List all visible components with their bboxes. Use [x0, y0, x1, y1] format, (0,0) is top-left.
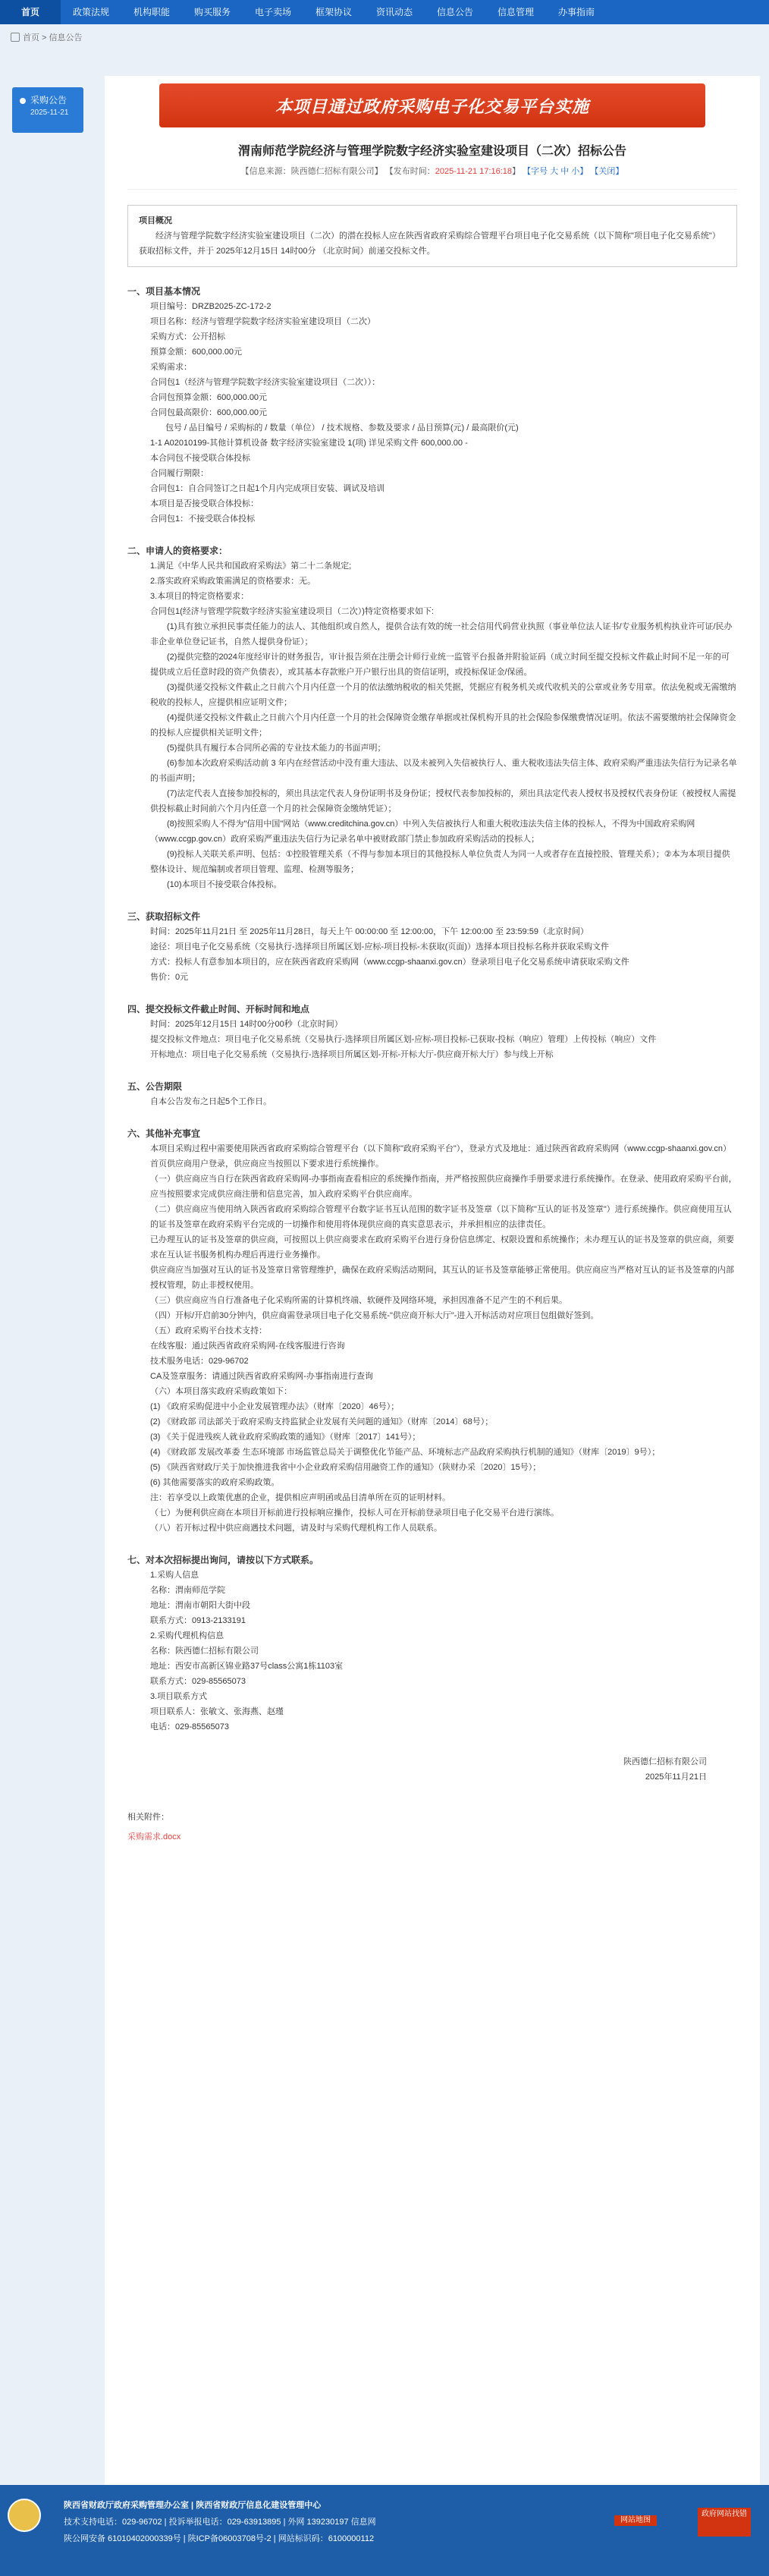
section-line: 途径：项目电子化交易系统（交易执行-选择项目所属区划-应标-项目投标-未获取(页面)）选择本项目投标名称并获取采购文件	[150, 942, 609, 951]
nav-item-9[interactable]: 办事指南	[557, 7, 595, 17]
section-line: (8)按照采购人不得为"信用中国"网站（www.creditchina.gov.cn）中列入失信被执行人和重大税收违法失信主体的投标人，不得为中国政府采购网（www.ccgp.gov.cn）政府采购严重违法失信行为记录名单中被财政部门禁止参加政府采购活动的投标人；	[150, 819, 695, 844]
section-line: （二）供应商应当使用纳入陕西省政府采购综合管理平台数字证书互认范围的数字证书及签章（以下简称"互认的证书及签章"）进行系统操作。供应商使用互认的证书及签章在政府采购平台完成的一切操作和使用将体现供应商的真实意思表示，并承担相应的法律责任。	[150, 1205, 732, 1229]
section-line: （八）若开标过程中供应商遇技术问题，请及时与采购代理机构工作人员联系。	[150, 1524, 442, 1533]
section-line: 3.项目联系方式	[150, 1692, 208, 1701]
sidebar-item-label: 采购公告	[30, 95, 67, 105]
sidebar-item-procurement-notice[interactable]	[12, 87, 83, 133]
nav-item-1[interactable]: 政策法规	[72, 7, 109, 17]
section-line: 合同包1：不接受联合体投标	[150, 514, 256, 524]
section-line: 项目联系人：张敏文、张海燕、赵瑾	[150, 1707, 284, 1716]
emblem-icon	[8, 2499, 41, 2532]
attach-label: 相关附件：	[127, 1813, 169, 1822]
sign-org: 陕西德仁招标有限公司	[623, 1757, 707, 1766]
section-line: 售价：0元	[150, 973, 189, 982]
section-line: 供应商应当加强对互认的证书及签章日常管理维护，确保在政府采购活动期间，其互认的证书及签章能够正常使用。供应商应当严格对互认的证书及签章的内部授权管理，防止非授权使用。	[150, 1266, 734, 1290]
gov-error-badge[interactable]: 政府网站找错	[698, 2508, 751, 2537]
section-line: 联系方式：0913-2133191	[150, 1616, 246, 1625]
overview-text: 经济与管理学院数字经济实验室建设项目（二次）的潜在投标人应在陕西省政府采购综合管理平台项目电子化交易系统（以下简称"项目电子化交易系统"）获取招标文件，并于 2025年12月15日 14时00分 （北京时间）前递交投标文件。	[139, 231, 720, 256]
publish-time: 2025-11-21 17:16:18	[435, 167, 513, 176]
section-line: (1)具有独立承担民事责任能力的法人、其他组织或自然人，提供合法有效的统一社会信用代码营业执照（事业单位法人证书/专业服务机构执业许可证/民办非企业单位登记证书，自然人提供身份证）；	[150, 622, 733, 646]
section-line: 合同履行期限：	[150, 469, 209, 478]
footer-line-2: 技术支持电话：029-96702 | 投诉举报电话：029-63913895 | 外网 139230197 信息网	[64, 2518, 376, 2527]
section-line: (5)提供具有履行本合同所必需的专业技术能力的书面声明；	[167, 744, 386, 753]
section-line: 本合同包不接受联合体投标	[150, 454, 250, 463]
section-line: 地址：西安市高新区锦业路37号class公寓1栋1103室	[150, 1662, 344, 1671]
section-line: (6)参加本次政府采购活动前 3 年内在经营活动中没有重大违法、以及未被列入失信被执行人、重大税收违法失信主体、政府采购严重违法失信行为记录名单的书面声明；	[150, 759, 737, 783]
section-line: （一）供应商应当自行在陕西省政府采购网-办事指南查看相应的系统操作指南，并严格按照供应商操作手册要求进行系统操作。在登录、使用政府采购平台前，应当按照要求完成供应商注册和信息完善，加入政府采购平台供应商库。	[150, 1175, 737, 1199]
main-content	[105, 76, 760, 2485]
section-line: 采购需求：	[150, 363, 192, 372]
nav-item-8[interactable]: 信息管理	[497, 7, 534, 17]
section-line: 提交投标文件地点：项目电子化交易系统（交易执行-选择项目所属区划-应标-项目投标-已获取-投标（响应）管理）上传投标（响应）文件	[150, 1035, 657, 1044]
time-label: 【发布时间：	[384, 167, 435, 176]
attachments	[127, 1810, 737, 1842]
sitemap-badge[interactable]: 网站地图	[614, 2515, 657, 2526]
section-title-s2: 二、申请人的资格要求：	[127, 546, 228, 556]
close-link[interactable]: 【关闭】	[590, 167, 624, 176]
nav-item-0[interactable]: 首页	[0, 0, 61, 24]
source: 【信息来源：陕西德仁招标有限公司】	[240, 167, 383, 176]
section-line: (2)提供完整的2024年度经审计的财务报告，审计报告须在注册会计师行业统一监管平台报备并附验证码（成立时间至提交投标文件截止时间不足一年的可提供成立后任意时段的资产负债表），或其基本存款账户开户银行出具的资信证明，或投标保证金/保函。	[150, 653, 730, 677]
section-line: 合同包预算金额：600,000.00元	[150, 393, 268, 402]
section-line: 1.采购人信息	[150, 1571, 199, 1580]
section-line: （三）供应商应当自行准备电子化采购所需的计算机终端、软硬件及网络环境，承担因准备不足产生的不利后果。	[150, 1296, 567, 1305]
section-title-s4: 四、提交投标文件截止时间、开标时间和地点	[127, 1004, 310, 1014]
section-line: 本项目采购过程中需要使用陕西省政府采购综合管理平台（以下简称"政府采购平台"），登录方式及地址：通过陕西省政府采购网（www.ccgp-shaanxi.gov.cn）首页供应商用户登录，供应商应当按照以下要求进行系统操作。	[150, 1144, 732, 1168]
section-line: 开标地点：项目电子化交易系统（交易执行-选择项目所属区划-开标-开标大厅-供应商开标大厅）参与线上开标	[150, 1050, 554, 1059]
section-line: （六）本项目落实政府采购政策如下：	[150, 1387, 292, 1396]
footer	[0, 2485, 769, 2576]
section-line: 方式：投标人有意参加本项目的，应在陕西省政府采购网（www.ccgp-shaanxi.gov.cn）登录项目电子化交易系统申请获取采购文件	[150, 958, 629, 967]
table-header: 包号 / 品目编号 / 采购标的 / 数量（单位） / 技术规格、参数及要求 / 品目预算(元) / 最高限价(元)	[165, 423, 519, 432]
section-line: (10)本项目不接受联合体投标。	[167, 880, 282, 889]
time-end: 】	[512, 167, 521, 176]
section-title-s7: 七、对本次招标提出询问，请按以下方式联系。	[127, 1555, 319, 1565]
section-line: 技术服务电话：029-96702	[150, 1357, 249, 1366]
section-line: 合同包最高限价：600,000.00元	[150, 408, 268, 417]
bullet-icon	[20, 98, 26, 104]
section-title-s3: 三、获取招标文件	[127, 911, 201, 922]
section-line: (2) 《财政部 司法部关于政府采购支持监狱企业发展有关问题的通知》（财库〔2014〕68号）；	[150, 1417, 494, 1426]
top-nav	[0, 0, 769, 24]
section-line: (3) 《关于促进残疾人就业政府采购政策的通知》（财库〔2017〕141号）；	[150, 1433, 421, 1442]
section-line: (1) 《政府采购促进中小企业发展管理办法》（财库〔2020〕46号）；	[150, 1402, 400, 1411]
font-size-toggle[interactable]: 【字号 大 中 小】	[523, 167, 589, 176]
attachment-link[interactable]: 采购需求.docx	[127, 1832, 181, 1842]
section-line: 自本公告发布之日起5个工作日。	[150, 1097, 272, 1106]
sidebar-item-date: 2025-11-21	[30, 109, 69, 117]
section-line: (4)提供递交投标文件截止之日前六个月内任意一个月的社会保障资金缴存单据或社保机构开具的社会保险参保缴费情况证明。依法不需要缴纳社会保障资金的投标人应提供相关证明文件；	[150, 713, 736, 738]
section-line: 项目编号：DRZB2025-ZC-172-2	[150, 302, 272, 311]
section-line: 2.落实政府采购政策需满足的资格要求：无。	[150, 577, 316, 586]
breadcrumb	[0, 24, 769, 50]
nav-item-7[interactable]: 信息公告	[436, 7, 473, 17]
section-line: 预算金额：600,000.00元	[150, 348, 243, 357]
signature	[127, 1754, 737, 1785]
section-line: (3)提供递交投标文件截止之日前六个月内任意一个月的依法缴纳税收的相关凭据，凭据应有税务机关或代收机关的公章或业务专用章。依法免税或无需缴纳税收的投标人，应提供相应证明文件；	[150, 683, 736, 707]
section-line: 地址：渭南市朝阳大街中段	[150, 1601, 250, 1610]
footer-line-3: 陕公网安备 61010402000339号 | 陕ICP备06003708号-2 | 网站标识码：6100000112	[64, 2534, 375, 2543]
section-line: 3.本项目的特定资格要求：	[150, 592, 250, 601]
nav-item-6[interactable]: 资讯动态	[375, 7, 413, 17]
platform-banner: 本项目通过政府采购电子化交易平台实施	[159, 83, 705, 127]
nav-item-4[interactable]: 电子卖场	[254, 7, 291, 17]
section-line: 名称：渭南师范学院	[150, 1586, 225, 1595]
section-title-s1: 一、项目基本情况	[127, 286, 201, 297]
section-line: 1-1 A02010199-其他计算机设备 数字经济实验室建设 1(项) 详见采购文件 600,000.00 -	[150, 439, 468, 448]
notice-body	[127, 284, 737, 1735]
breadcrumb-text[interactable]: 首页 > 信息公告	[23, 33, 83, 42]
nav-item-3[interactable]: 购买服务	[193, 7, 231, 17]
section-line: CA及签章服务：请通过陕西省政府采购网-办事指南进行查询	[150, 1372, 373, 1381]
sign-date: 2025年11月21日	[645, 1772, 707, 1782]
section-line: 已办理互认的证书及签章的供应商，可按照以上供应商要求在政府采购平台进行身份信息绑定、权限设置和系统操作；未办理互认的证书及签章的供应商，须要求在互认证书服务机构办理后再进行业务操作。	[150, 1235, 734, 1260]
page-title: 渭南师范学院经济与管理学院数字经济实验室建设项目（二次）招标公告	[237, 145, 626, 158]
section-line: 名称：陕西德仁招标有限公司	[150, 1647, 259, 1656]
nav-item-2[interactable]: 机构职能	[133, 7, 170, 17]
section-line: 合同包1(经济与管理学院数字经济实验室建设项目（二次）)特定资格要求如下:	[150, 607, 434, 616]
section-line: (7)法定代表人直接参加投标的，须出具法定代表人身份证明书及身份证；授权代表参加投标的，须出具法定代表人授权书及授权代表身份证（被授权人需提供投标截止时间前六个月内任意一个月的社会保障资金缴纳凭证）；	[150, 789, 736, 813]
section-line: 2.采购代理机构信息	[150, 1631, 224, 1640]
section-title-s6: 六、其他补充事宜	[127, 1128, 201, 1139]
section-line: (9)投标人关联关系声明、包括：①控股管理关系（不得与参加本项目的其他投标人单位负责人为同一人或者存在直接控股、管理关系）；②本为本项目提供整体设计、规范编制或者项目管理、监理、检测等服务；	[150, 850, 730, 874]
home-icon	[11, 33, 20, 42]
section-line: 时间：2025年11月21日 至 2025年11月28日，每天上午 00:00:00 至 12:00:00，下午 12:00:00 至 23:59:59（北京时间）	[150, 927, 589, 936]
section-line: 本项目是否接受联合体投标：	[150, 499, 259, 508]
section-title-s5: 五、公告期限	[127, 1081, 183, 1092]
section-line: 合同包1：自合同签订之日起1个月内完成项目安装、调试及培训	[150, 484, 385, 493]
section-line: (4) 《财政部 发展改革委 生态环境部 市场监管总局关于调整优化节能产品、环境标志产品政府采购执行机制的通知》（财库〔2019〕9号）；	[150, 1448, 661, 1457]
section-line: (5) 《陕西省财政厅关于加快推进我省中小企业政府采购信用融资工作的通知》（陕财办采〔2020〕15号）；	[150, 1463, 541, 1472]
section-line: 采购方式：公开招标	[150, 332, 225, 341]
footer-line-1: 陕西省财政厅政府采购管理办公室 | 陕西省财政厅信息化建设管理中心	[64, 2501, 322, 2510]
section-line: （五）政府采购平台技术支持：	[150, 1326, 267, 1335]
article-meta	[127, 165, 737, 190]
section-line: （七）为便利供应商在本项目开标前进行投标响应操作，投标人可在开标前登录项目电子化交易平台进行演练。	[150, 1508, 559, 1518]
section-line: 在线客服：通过陕西省政府采购网-在线客服进行咨询	[150, 1341, 345, 1351]
section-line: 注：若享受以上政策优惠的企业，提供相应声明函或品目清单所在页的证明材料。	[150, 1493, 450, 1502]
section-line: 1.满足《中华人民共和国政府采购法》第二十二条规定;	[150, 561, 352, 571]
section-line: （四）开标/开启前30分钟内，供应商需登录项目电子化交易系统-"供应商开标大厅"-进入开标活动对应项目包组做好签到。	[150, 1311, 599, 1320]
section-line: 时间：2025年12月15日 14时00分00秒（北京时间）	[150, 1020, 343, 1029]
section-line: 合同包1（经济与管理学院数字经济实验室建设项目（二次））：	[150, 378, 381, 387]
nav-item-5[interactable]: 框架协议	[315, 7, 352, 17]
section-line: (6) 其他需要落实的政府采购政策。	[150, 1478, 280, 1487]
section-line: 电话：029-85565073	[150, 1722, 229, 1731]
overview-title: 项目概况	[139, 216, 172, 225]
project-overview	[127, 205, 737, 267]
section-line: 联系方式：029-85565073	[150, 1677, 246, 1686]
section-line: 项目名称：经济与管理学院数字经济实验室建设项目（二次）	[150, 317, 375, 326]
